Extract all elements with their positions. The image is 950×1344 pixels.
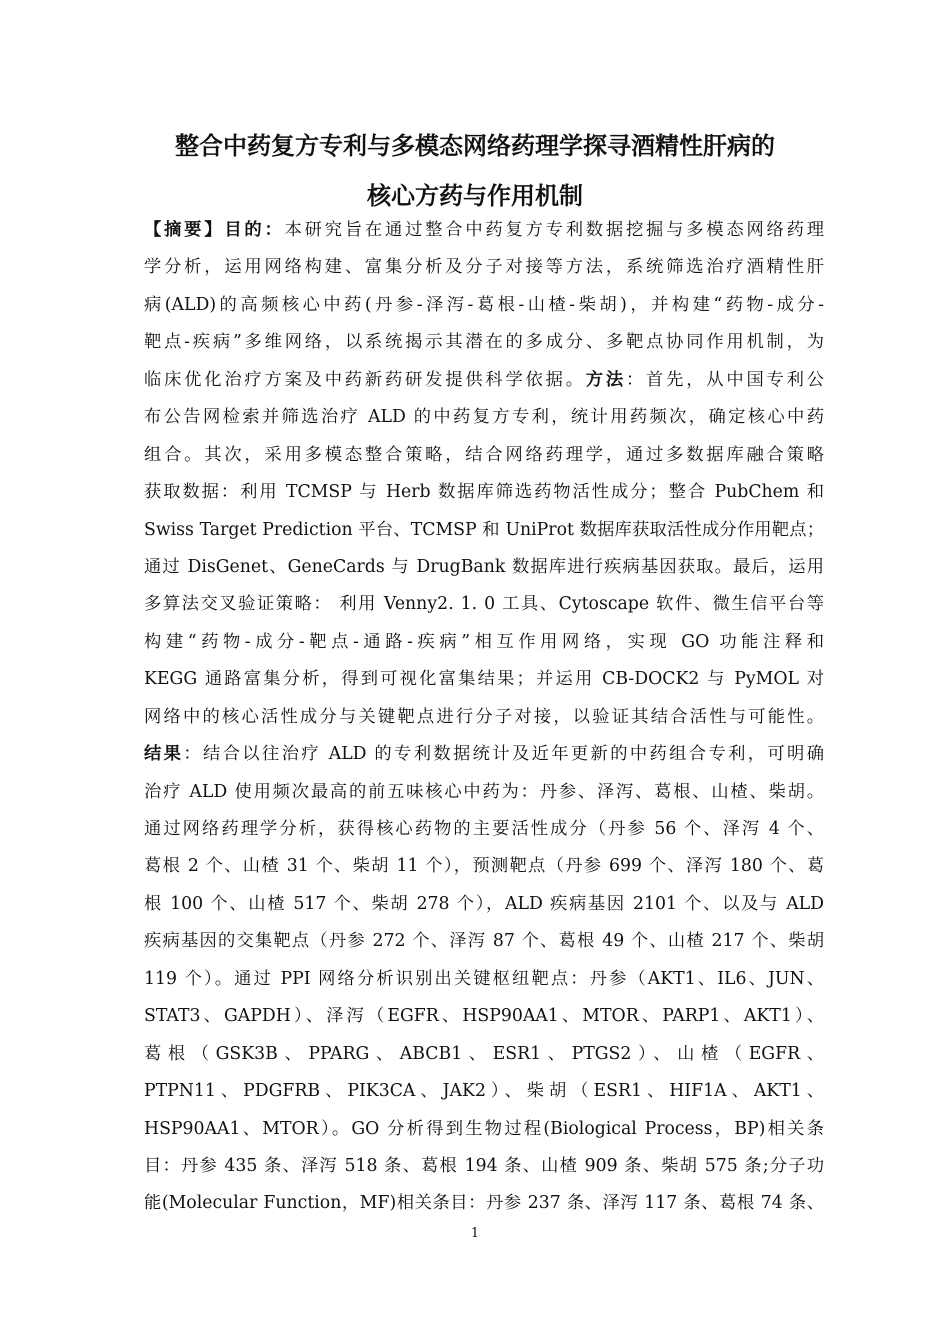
abstract-line: 组合。其次，采用多模态整合策略，结合网络药理学，通过多数据库融合策略	[144, 444, 824, 465]
abstract-body	[144, 212, 824, 1223]
abstract-line: STAT3、GAPDH）、泽泻（EGFR、HSP90AA1、MTOR、PARP1、AKT1）、	[144, 1006, 824, 1027]
abstract-line: 构建“药物-成分-靶点-通路-疾病”相互作用网络，实现 GO 功能注释和	[144, 631, 824, 652]
abstract-line: 根 100 个、山楂 517 个、柴胡 278 个），ALD 疾病基因 2101 个、以及与 ALD	[144, 893, 824, 914]
abstract-label: 【摘要】	[144, 220, 225, 240]
abstract-line: PTPN11、PDGFRB、PIK3CA、JAK2）、柴胡（ESR1、HIF1A、AKT1、	[144, 1081, 824, 1102]
abstract-line: 结果：结合以往治疗 ALD 的专利数据统计及近年更新的中药组合专利，可明确	[144, 744, 824, 765]
abstract-line: 葛根（GSK3B、PPARG、ABCB1、ESR1、PTGS2）、山楂（EGFR、	[144, 1043, 824, 1064]
abstract-line: 通过网络药理学分析，获得核心药物的主要活性成分（丹参 56 个、泽泻 4 个、	[144, 819, 824, 839]
abstract-line: 治疗 ALD 使用频次最高的前五味核心中药为：丹参、泽泻、葛根、山楂、柴胡。	[144, 781, 824, 802]
paper-title-line-2: 核心方药与作用机制	[367, 182, 583, 210]
abstract-line: 葛根 2 个、山楂 31 个、柴胡 11 个），预测靶点（丹参 699 个、泽泻 180 个、葛	[144, 856, 824, 877]
abstract-line: 临床优化治疗方案及中药新药研发提供科学依据。方法：首先，从中国专利公	[144, 369, 824, 390]
paper-title-line-1: 整合中药复方专利与多模态网络药理学探寻酒精性肝病的	[175, 132, 775, 160]
abstract-line: 网络中的核心活性成分与关键靶点进行分子对接，以验证其结合活性与可能性。	[144, 706, 824, 727]
abstract-line: 布公告网检索并筛选治疗 ALD 的中药复方专利，统计用药频次，确定核心中药	[144, 407, 824, 428]
method-label: 方法	[585, 369, 626, 390]
abstract-line: 能(Molecular Function，MF)相关条目：丹参 237 条、泽泻 117 条、葛根 74 条、	[144, 1193, 824, 1214]
page-number: 1	[470, 1226, 480, 1241]
abstract-line: 病(ALD)的高频核心中药(丹参-泽泻-葛根-山楂-柴胡)，并构建“药物-成分-	[144, 294, 824, 315]
abstract-line: 【摘要】目的：本研究旨在通过整合中药复方专利数据挖掘与多模态网络药理	[144, 220, 824, 240]
abstract-line: HSP90AA1、MTOR）。GO 分析得到生物过程(Biological Process，BP)相关条	[144, 1118, 824, 1139]
abstract-line: 学分析，运用网络构建、富集分析及分子对接等方法，系统筛选治疗酒精性肝	[144, 257, 824, 278]
abstract-line: KEGG 通路富集分析，得到可视化富集结果；并运用 CB-DOCK2 与 PyMOL 对	[144, 669, 824, 690]
result-label: 结果	[144, 744, 184, 765]
purpose-label: 目的	[224, 220, 265, 240]
abstract-line: Swiss Target Prediction 平台、TCMSP 和 UniProt 数据库获取活性成分作用靶点；	[144, 519, 824, 540]
abstract-line: 通过 DisGenet、GeneCards 与 DrugBank 数据库进行疾病基因获取。最后，运用	[144, 556, 824, 577]
abstract-line: 多算法交叉验证策略： 利用 Venny2. 1. 0 工具、Cytoscape 软件、微生信平台等	[144, 594, 824, 615]
abstract-line: 疾病基因的交集靶点（丹参 272 个、泽泻 87 个、葛根 49 个、山楂 217 个、柴胡	[144, 931, 824, 952]
abstract-line: 目：丹参 435 条、泽泻 518 条、葛根 194 条、山楂 909 条、柴胡 575 条;分子功	[144, 1155, 824, 1176]
abstract-line: 靶点-疾病”多维网络，以系统揭示其潜在的多成分、多靶点协同作用机制，为	[144, 332, 824, 353]
abstract-line: 获取数据：利用 TCMSP 与 Herb 数据库筛选药物活性成分；整合 PubChem 和	[144, 482, 824, 503]
abstract-line: 119 个）。通过 PPI 网络分析识别出关键枢纽靶点：丹参（AKT1、IL6、JUN、	[144, 968, 824, 989]
